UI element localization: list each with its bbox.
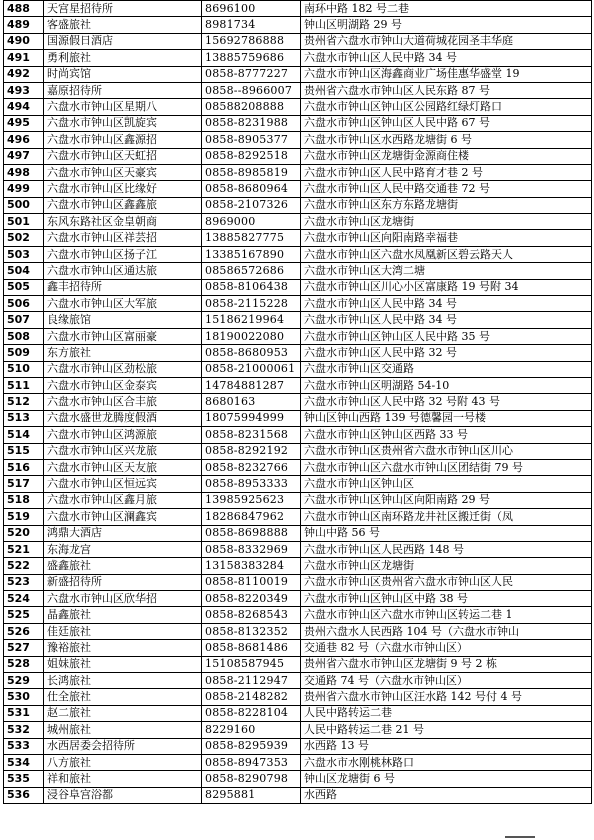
address-cell: 贵州六盘水人民西路 104 号（六盘水市钟山 [301, 623, 592, 639]
table-row [4, 509, 592, 525]
business-name-cell: 六盘水市钟山区鸿源旅 [44, 427, 202, 443]
row-number-cell: 530 [4, 689, 44, 705]
phone-number-cell: 0858-8228104 [202, 705, 301, 721]
address-cell: 贵州省六盘水市钟山区龙塘街 9 号 2 栋 [301, 656, 592, 672]
row-number-cell: 512 [4, 394, 44, 410]
phone-number-cell: 8229160 [202, 722, 301, 738]
table-row [4, 132, 592, 148]
row-number-cell: 499 [4, 181, 44, 197]
address-cell: 六盘水市钟山区人民中路 32 号附 43 号 [301, 394, 592, 410]
business-name-cell: 六盘水市钟山区欣华招 [44, 591, 202, 607]
row-number-cell: 490 [4, 33, 44, 49]
business-name-cell: 六盘水市钟山区天豪宾 [44, 164, 202, 180]
table-row [4, 279, 592, 295]
phone-number-cell: 08588208888 [202, 99, 301, 115]
address-cell: 六盘水市钟山区钟山区中路 38 号 [301, 591, 592, 607]
business-name-cell: 良缘旅馆 [44, 312, 202, 328]
table-row [4, 525, 592, 541]
table-row [4, 787, 592, 803]
table-row [4, 296, 592, 312]
table-row [4, 50, 592, 66]
phone-number-cell: 8981734 [202, 17, 301, 33]
table-row [4, 164, 592, 180]
business-name-cell: 六盘水市钟山区澜鑫宾 [44, 509, 202, 525]
row-number-cell: 535 [4, 771, 44, 787]
business-name-cell: 六盘水盛世龙腾度假酒 [44, 410, 202, 426]
phone-number-cell: 15108587945 [202, 656, 301, 672]
address-cell: 六盘水市钟山区人民西路 148 号 [301, 541, 592, 557]
phone-number-cell: 0858-8132352 [202, 623, 301, 639]
phone-number-cell: 0858-8106438 [202, 279, 301, 295]
address-cell: 钟山中路 56 号 [301, 525, 592, 541]
business-name-cell: 天宫星招待所 [44, 1, 202, 17]
table-row [4, 476, 592, 492]
phone-number-cell: 14784881287 [202, 377, 301, 393]
business-name-cell: 六盘水市钟山区富丽豪 [44, 328, 202, 344]
registry-table [3, 0, 592, 804]
business-name-cell: 六盘水市钟山区恒远宾 [44, 476, 202, 492]
row-number-cell: 501 [4, 214, 44, 230]
table-row [4, 623, 592, 639]
business-name-cell: 长鸿旅社 [44, 673, 202, 689]
phone-number-cell: 8696100 [202, 1, 301, 17]
address-cell: 六盘水市钟山区人民中路交通巷 72 号 [301, 181, 592, 197]
table-row [4, 181, 592, 197]
business-name-cell: 六盘水市钟山区通达旅 [44, 263, 202, 279]
table-row [4, 771, 592, 787]
table-row [4, 197, 592, 213]
table-row [4, 345, 592, 361]
table-row [4, 558, 592, 574]
address-cell: 六盘水市钟山区贵州省六盘水市钟山区人民 [301, 574, 592, 590]
table-row [4, 328, 592, 344]
table-row [4, 246, 592, 262]
address-cell: 六盘水市水刚桃林路口 [301, 754, 592, 770]
row-number-cell: 514 [4, 427, 44, 443]
row-number-cell: 491 [4, 50, 44, 66]
business-name-cell: 勇利旅社 [44, 50, 202, 66]
business-name-cell: 六盘水市钟山区大军旅 [44, 296, 202, 312]
phone-number-cell: 0858-8292192 [202, 443, 301, 459]
address-cell: 六盘水市钟山区六盘水市钟山区转运二巷 1 [301, 607, 592, 623]
business-name-cell: 豫裕旅社 [44, 640, 202, 656]
table-row [4, 722, 592, 738]
address-cell: 六盘水市钟山区大湾二塘 [301, 263, 592, 279]
table-row [4, 607, 592, 623]
business-name-cell: 六盘水市钟山区鑫鑫旅 [44, 197, 202, 213]
business-name-cell: 六盘水市钟山区星期八 [44, 99, 202, 115]
row-number-cell: 523 [4, 574, 44, 590]
address-cell: 六盘水市钟山区川心小区富康路 19 号附 34 [301, 279, 592, 295]
address-cell: 六盘水市钟山区六盘水凤凰新区碧云路天人 [301, 246, 592, 262]
table-row [4, 443, 592, 459]
business-name-cell: 时尚宾馆 [44, 66, 202, 82]
phone-number-cell: 0858-8290798 [202, 771, 301, 787]
business-name-cell: 赵二旅社 [44, 705, 202, 721]
row-number-cell: 529 [4, 673, 44, 689]
business-name-cell: 鑫丰招待所 [44, 279, 202, 295]
business-name-cell: 鸿鼎大酒店 [44, 525, 202, 541]
row-number-cell: 524 [4, 591, 44, 607]
table-row [4, 99, 592, 115]
table-row [4, 1, 592, 17]
phone-number-cell: 0858-8953333 [202, 476, 301, 492]
table-row [4, 148, 592, 164]
table-row [4, 492, 592, 508]
phone-number-cell: 13985925623 [202, 492, 301, 508]
row-number-cell: 515 [4, 443, 44, 459]
business-name-cell: 六盘水市钟山区天友旅 [44, 459, 202, 475]
phone-number-cell: 8295881 [202, 787, 301, 803]
row-number-cell: 526 [4, 623, 44, 639]
row-number-cell: 508 [4, 328, 44, 344]
table-row [4, 574, 592, 590]
row-number-cell: 493 [4, 82, 44, 98]
table-row [4, 312, 592, 328]
phone-number-cell: 13885827775 [202, 230, 301, 246]
business-name-cell: 六盘水市钟山区鑫月旅 [44, 492, 202, 508]
phone-number-cell: 0858-8680953 [202, 345, 301, 361]
address-cell: 人民中路转运二巷 [301, 705, 592, 721]
table-row [4, 410, 592, 426]
row-number-cell: 488 [4, 1, 44, 17]
address-cell: 六盘水市钟山区人民中路 34 号 [301, 50, 592, 66]
business-name-cell: 新盛招待所 [44, 574, 202, 590]
phone-number-cell: 18075994999 [202, 410, 301, 426]
page-edge-mark [505, 836, 535, 838]
phone-number-cell: 0858-2115228 [202, 296, 301, 312]
row-number-cell: 500 [4, 197, 44, 213]
address-cell: 六盘水市钟山区钟山区西路 33 号 [301, 427, 592, 443]
address-cell: 南环中路 182 号二巷 [301, 1, 592, 17]
table-row [4, 640, 592, 656]
table-row [4, 656, 592, 672]
business-name-cell: 祥和旅社 [44, 771, 202, 787]
phone-number-cell: 08586572686 [202, 263, 301, 279]
table-row [4, 689, 592, 705]
phone-number-cell: 0858-8295939 [202, 738, 301, 754]
business-name-cell: 东方旅社 [44, 345, 202, 361]
address-cell: 六盘水市钟山区钟山区 [301, 476, 592, 492]
phone-number-cell: 0858-8231988 [202, 115, 301, 131]
address-cell: 六盘水市钟山区龙塘街 [301, 558, 592, 574]
row-number-cell: 507 [4, 312, 44, 328]
table-row [4, 214, 592, 230]
row-number-cell: 533 [4, 738, 44, 754]
address-cell: 六盘水市钟山区东方东路龙塘街 [301, 197, 592, 213]
business-name-cell: 六盘水市钟山区祥芸招 [44, 230, 202, 246]
table-row [4, 230, 592, 246]
phone-number-cell: 0858-2112947 [202, 673, 301, 689]
business-name-cell: 仕全旅社 [44, 689, 202, 705]
phone-number-cell: 15692786888 [202, 33, 301, 49]
business-name-cell: 盛鑫旅社 [44, 558, 202, 574]
table-row [4, 361, 592, 377]
row-number-cell: 497 [4, 148, 44, 164]
row-number-cell: 521 [4, 541, 44, 557]
row-number-cell: 502 [4, 230, 44, 246]
address-cell: 六盘水市钟山区交通路 [301, 361, 592, 377]
row-number-cell: 504 [4, 263, 44, 279]
table-row [4, 66, 592, 82]
row-number-cell: 498 [4, 164, 44, 180]
address-cell: 水西路 [301, 787, 592, 803]
address-cell: 六盘水市钟山区钟山区公园路红绿灯路口 [301, 99, 592, 115]
address-cell: 交通路 74 号（六盘水市钟山区） [301, 673, 592, 689]
phone-number-cell: 0858-8110019 [202, 574, 301, 590]
business-name-cell: 六盘水市钟山区天虹招 [44, 148, 202, 164]
row-number-cell: 532 [4, 722, 44, 738]
phone-number-cell: 8969000 [202, 214, 301, 230]
phone-number-cell: 0858--8966007 [202, 82, 301, 98]
phone-number-cell: 13885759686 [202, 50, 301, 66]
business-name-cell: 城州旅社 [44, 722, 202, 738]
address-cell: 六盘水市钟山区钟山区向阳南路 29 号 [301, 492, 592, 508]
row-number-cell: 492 [4, 66, 44, 82]
phone-number-cell: 0858-8332969 [202, 541, 301, 557]
phone-number-cell: 18190022080 [202, 328, 301, 344]
phone-number-cell: 0858-8698888 [202, 525, 301, 541]
row-number-cell: 525 [4, 607, 44, 623]
row-number-cell: 534 [4, 754, 44, 770]
row-number-cell: 496 [4, 132, 44, 148]
business-name-cell: 六盘水市钟山区扬子江 [44, 246, 202, 262]
address-cell: 六盘水市钟山区水西路龙塘街 6 号 [301, 132, 592, 148]
phone-number-cell: 0858-8985819 [202, 164, 301, 180]
row-number-cell: 511 [4, 377, 44, 393]
business-name-cell: 六盘水市钟山区金泰宾 [44, 377, 202, 393]
address-cell: 六盘水市钟山区明湖路 54-10 [301, 377, 592, 393]
row-number-cell: 509 [4, 345, 44, 361]
phone-number-cell: 0858-8947353 [202, 754, 301, 770]
address-cell: 六盘水市钟山区向阳南路幸福巷 [301, 230, 592, 246]
row-number-cell: 527 [4, 640, 44, 656]
phone-number-cell: 8680163 [202, 394, 301, 410]
phone-number-cell: 18286847962 [202, 509, 301, 525]
table-row [4, 754, 592, 770]
address-cell: 六盘水市钟山区人民中路 34 号 [301, 296, 592, 312]
address-cell: 六盘水市钟山区贵州省六盘水市钟山区川心 [301, 443, 592, 459]
address-cell: 六盘水市钟山区龙塘街金源商住楼 [301, 148, 592, 164]
phone-number-cell: 0858-21000061 [202, 361, 301, 377]
business-name-cell: 水西居委会招待所 [44, 738, 202, 754]
row-number-cell: 510 [4, 361, 44, 377]
business-name-cell: 国源假日酒店 [44, 33, 202, 49]
address-cell: 贵州省六盘水市钟山区人民东路 87 号 [301, 82, 592, 98]
address-cell: 六盘水市钟山区海鑫商业广场佳惠华盛堂 19 [301, 66, 592, 82]
table-row [4, 17, 592, 33]
address-cell: 六盘水市钟山区龙塘街 [301, 214, 592, 230]
address-cell: 六盘水市钟山区六盘水市钟山区团结街 79 号 [301, 459, 592, 475]
phone-number-cell: 0858-8681486 [202, 640, 301, 656]
address-cell: 六盘水市钟山区钟山区人民中路 67 号 [301, 115, 592, 131]
address-cell: 交通巷 82 号（六盘水市钟山区） [301, 640, 592, 656]
table-row [4, 377, 592, 393]
phone-number-cell: 0858-8232766 [202, 459, 301, 475]
address-cell: 贵州省六盘水市钟山区汪水路 142 号付 4 号 [301, 689, 592, 705]
phone-number-cell: 13158383284 [202, 558, 301, 574]
row-number-cell: 519 [4, 509, 44, 525]
table-row [4, 591, 592, 607]
row-number-cell: 520 [4, 525, 44, 541]
table-row [4, 82, 592, 98]
table-row [4, 115, 592, 131]
address-cell: 六盘水市钟山区人民中路 32 号 [301, 345, 592, 361]
business-name-cell: 六盘水市钟山区兴龙旅 [44, 443, 202, 459]
address-cell: 钟山区明湖路 29 号 [301, 17, 592, 33]
table-row [4, 263, 592, 279]
business-name-cell: 六盘水市钟山区比缘好 [44, 181, 202, 197]
row-number-cell: 489 [4, 17, 44, 33]
phone-number-cell: 0858-8680964 [202, 181, 301, 197]
row-number-cell: 522 [4, 558, 44, 574]
row-number-cell: 495 [4, 115, 44, 131]
row-number-cell: 516 [4, 459, 44, 475]
table-row [4, 541, 592, 557]
address-cell: 钟山区龙塘街 6 号 [301, 771, 592, 787]
phone-number-cell: 0858-8231568 [202, 427, 301, 443]
business-name-cell: 六盘水市钟山区合丰旅 [44, 394, 202, 410]
business-name-cell: 六盘水市钟山区鑫源招 [44, 132, 202, 148]
business-name-cell: 嘉原招待所 [44, 82, 202, 98]
phone-number-cell: 0858-2107326 [202, 197, 301, 213]
address-cell: 六盘水市钟山区人民中路 34 号 [301, 312, 592, 328]
phone-number-cell: 0858-8220349 [202, 591, 301, 607]
address-cell: 人民中路转运二巷 21 号 [301, 722, 592, 738]
table-row [4, 394, 592, 410]
business-name-cell: 东风东路社区金皇朝商 [44, 214, 202, 230]
business-name-cell: 东海龙宫 [44, 541, 202, 557]
business-name-cell: 六盘水市钟山区劲松旅 [44, 361, 202, 377]
row-number-cell: 517 [4, 476, 44, 492]
table-row [4, 738, 592, 754]
row-number-cell: 518 [4, 492, 44, 508]
registry-table-body [4, 1, 592, 804]
business-name-cell: 姐妹旅社 [44, 656, 202, 672]
phone-number-cell: 13385167890 [202, 246, 301, 262]
phone-number-cell: 0858-2148282 [202, 689, 301, 705]
business-name-cell: 八方旅社 [44, 754, 202, 770]
row-number-cell: 536 [4, 787, 44, 803]
business-name-cell: 六盘水市钟山区凯旋宾 [44, 115, 202, 131]
row-number-cell: 503 [4, 246, 44, 262]
table-row [4, 673, 592, 689]
phone-number-cell: 0858-8905377 [202, 132, 301, 148]
business-name-cell: 晶鑫旅社 [44, 607, 202, 623]
table-row [4, 33, 592, 49]
row-number-cell: 506 [4, 296, 44, 312]
phone-number-cell: 0858-8777227 [202, 66, 301, 82]
row-number-cell: 531 [4, 705, 44, 721]
address-cell: 钟山区钟山西路 139 号德馨园一号楼 [301, 410, 592, 426]
address-cell: 贵州省六盘水市钟山大道荷城花园圣丰华庭 [301, 33, 592, 49]
address-cell: 水西路 13 号 [301, 738, 592, 754]
address-cell: 六盘水市钟山区南环路龙井社区搬迁街（凤 [301, 509, 592, 525]
document-page [3, 0, 591, 804]
table-row [4, 459, 592, 475]
table-row [4, 427, 592, 443]
address-cell: 六盘水市钟山区钟山区人民中路 35 号 [301, 328, 592, 344]
business-name-cell: 佳廷旅社 [44, 623, 202, 639]
row-number-cell: 494 [4, 99, 44, 115]
phone-number-cell: 0858-8268543 [202, 607, 301, 623]
business-name-cell: 浸谷阜宫浴都 [44, 787, 202, 803]
row-number-cell: 505 [4, 279, 44, 295]
business-name-cell: 客盛旅社 [44, 17, 202, 33]
row-number-cell: 528 [4, 656, 44, 672]
address-cell: 六盘水市钟山区人民中路育才巷 2 号 [301, 164, 592, 180]
row-number-cell: 513 [4, 410, 44, 426]
phone-number-cell: 0858-8292518 [202, 148, 301, 164]
table-row [4, 705, 592, 721]
phone-number-cell: 15186219964 [202, 312, 301, 328]
